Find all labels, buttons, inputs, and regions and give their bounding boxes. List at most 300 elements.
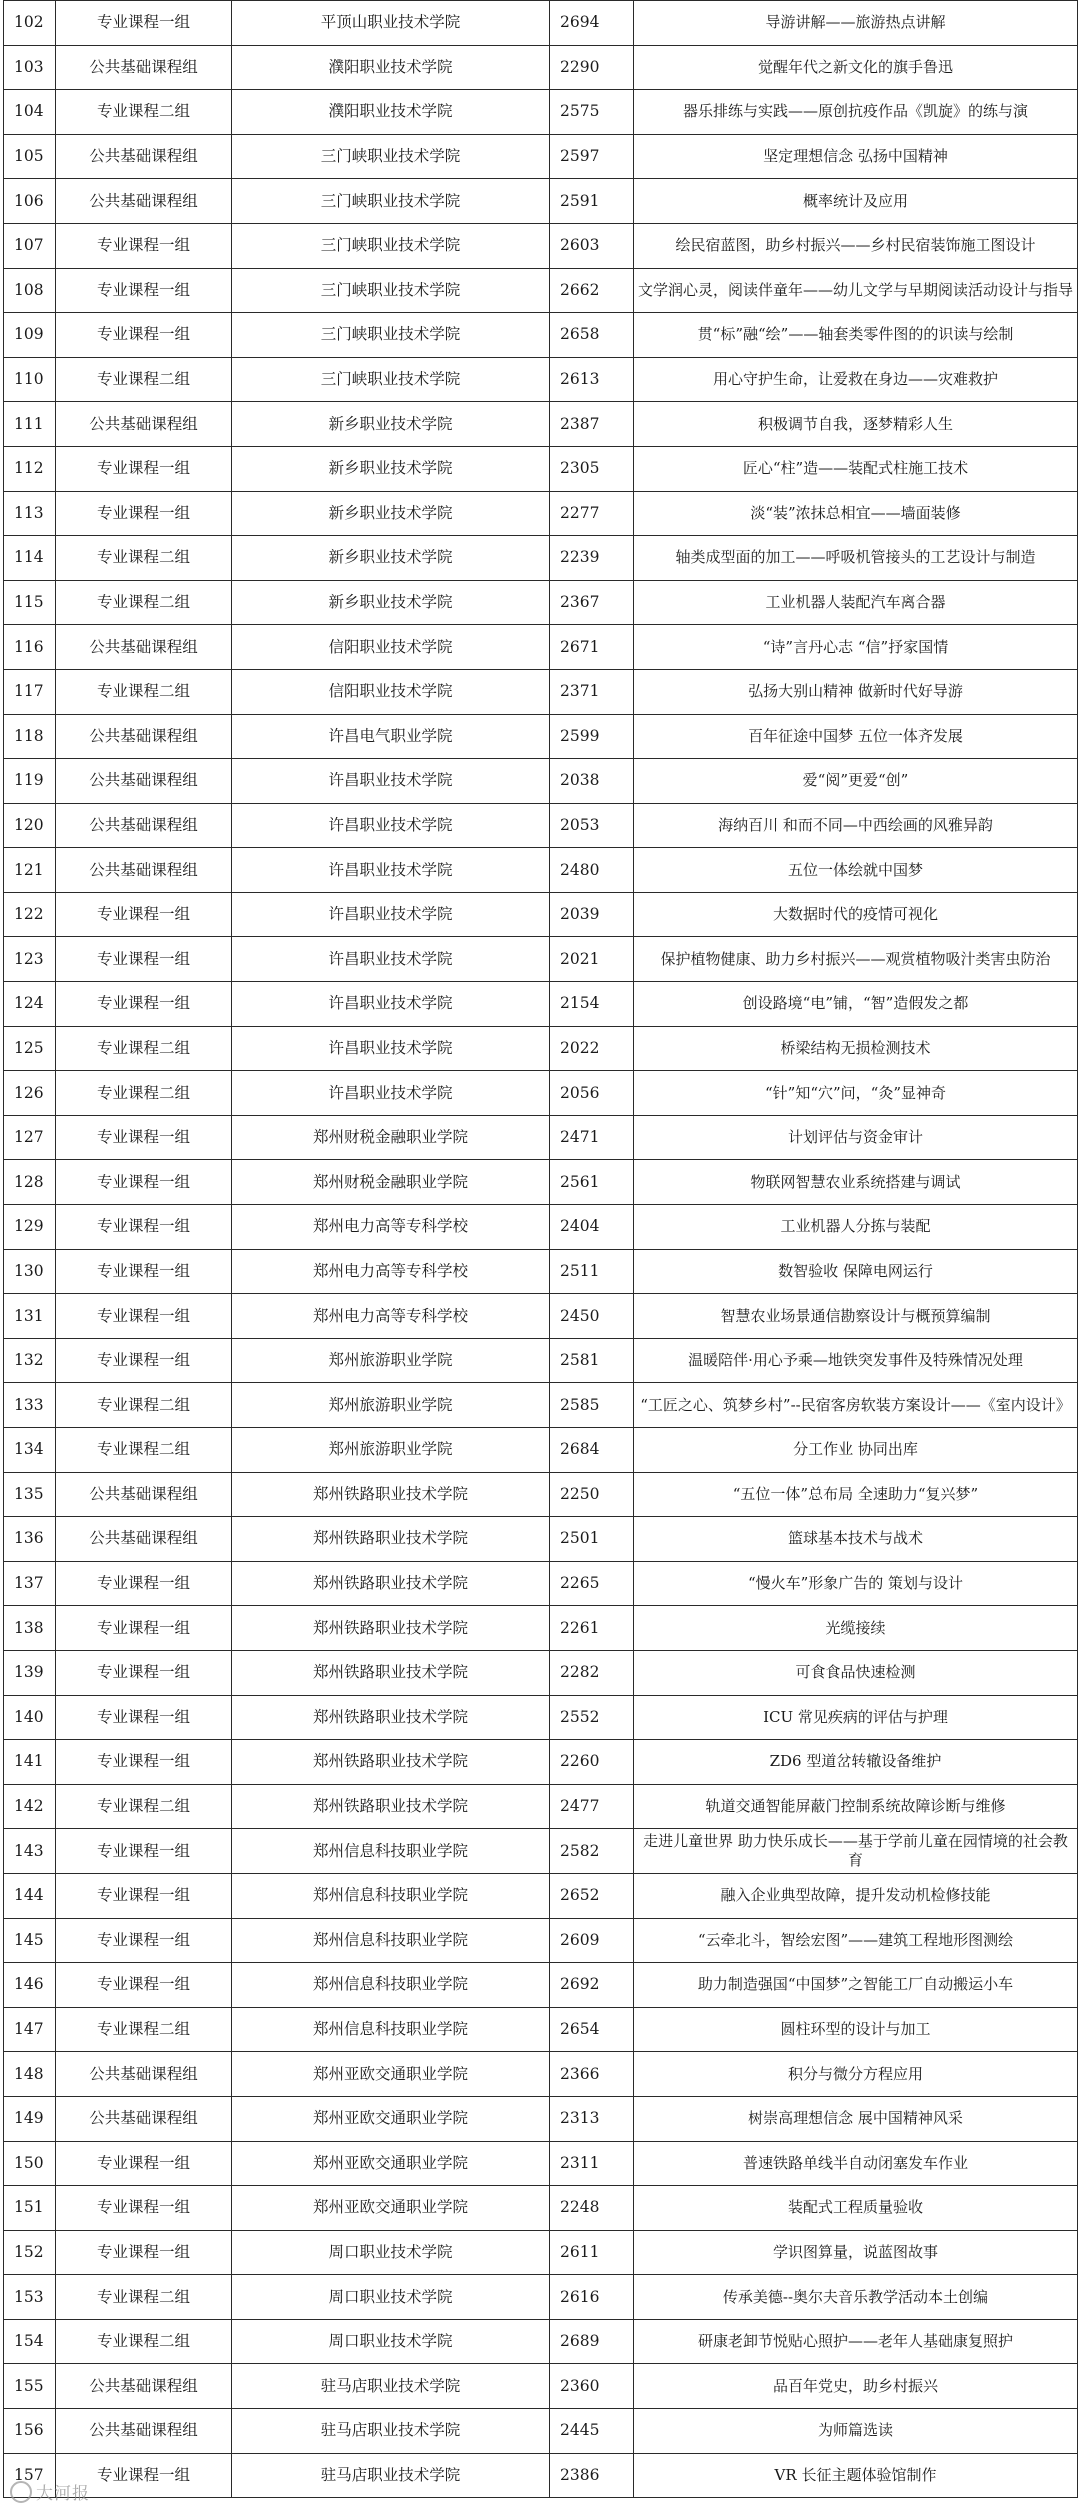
table-row <box>4 2186 1078 2231</box>
table-row <box>4 892 1078 937</box>
table-row <box>4 536 1078 581</box>
entry-code-cell: 2603 <box>550 223 634 268</box>
table-row <box>4 669 1078 714</box>
row-number-cell: 105 <box>4 134 56 179</box>
course-title-cell: 百年征途中国梦 五位一体齐发展 <box>634 714 1078 759</box>
entry-code-cell: 2684 <box>550 1428 634 1473</box>
school-name-cell: 许昌职业技术学院 <box>232 892 550 937</box>
school-name-cell: 郑州信息科技职业学院 <box>232 1829 550 1874</box>
course-group-cell: 公共基础课程组 <box>56 625 232 670</box>
school-name-cell: 新乡职业技术学院 <box>232 446 550 491</box>
row-number-cell: 137 <box>4 1561 56 1606</box>
entry-code-cell: 2599 <box>550 714 634 759</box>
course-title-cell: 分工作业 协同出库 <box>634 1428 1078 1473</box>
course-group-cell: 公共基础课程组 <box>56 1472 232 1517</box>
table-row <box>4 1963 1078 2008</box>
table-row <box>4 1160 1078 1205</box>
school-name-cell: 驻马店职业技术学院 <box>232 2364 550 2409</box>
school-name-cell: 驻马店职业技术学院 <box>232 2409 550 2454</box>
table-row <box>4 1784 1078 1829</box>
table-row <box>4 580 1078 625</box>
table-row <box>4 2364 1078 2409</box>
course-group-cell: 专业课程一组 <box>56 223 232 268</box>
school-name-cell: 三门峡职业技术学院 <box>232 223 550 268</box>
school-name-cell: 濮阳职业技术学院 <box>232 90 550 135</box>
course-group-cell: 专业课程一组 <box>56 1829 232 1874</box>
row-number-cell: 108 <box>4 268 56 313</box>
entry-code-cell: 2582 <box>550 1829 634 1874</box>
school-name-cell: 郑州铁路职业技术学院 <box>232 1740 550 1785</box>
course-group-cell: 专业课程一组 <box>56 1918 232 1963</box>
school-name-cell: 周口职业技术学院 <box>232 2319 550 2364</box>
table-row <box>4 2230 1078 2275</box>
school-name-cell: 三门峡职业技术学院 <box>232 134 550 179</box>
table-row <box>4 2007 1078 2052</box>
entry-code-cell: 2360 <box>550 2364 634 2409</box>
row-number-cell: 150 <box>4 2141 56 2186</box>
school-name-cell: 郑州财税金融职业学院 <box>232 1160 550 1205</box>
table-row <box>4 491 1078 536</box>
table-row <box>4 803 1078 848</box>
course-title-cell: 桥梁结构无损检测技术 <box>634 1026 1078 1071</box>
entry-code-cell: 2689 <box>550 2319 634 2364</box>
entry-code-cell: 2501 <box>550 1517 634 1562</box>
course-group-cell: 专业课程二组 <box>56 90 232 135</box>
row-number-cell: 155 <box>4 2364 56 2409</box>
row-number-cell: 140 <box>4 1695 56 1740</box>
entry-code-cell: 2404 <box>550 1205 634 1250</box>
school-name-cell: 郑州铁路职业技术学院 <box>232 1472 550 1517</box>
table-row <box>4 714 1078 759</box>
course-group-cell: 公共基础课程组 <box>56 2096 232 2141</box>
course-title-cell: 工业机器人装配汽车离合器 <box>634 580 1078 625</box>
table-row <box>4 2052 1078 2097</box>
course-group-cell: 专业课程一组 <box>56 937 232 982</box>
table-row <box>4 1606 1078 1651</box>
row-number-cell: 106 <box>4 179 56 224</box>
entry-code-cell: 2471 <box>550 1115 634 1160</box>
table-row <box>4 1873 1078 1918</box>
row-number-cell: 153 <box>4 2275 56 2320</box>
course-group-cell: 专业课程一组 <box>56 892 232 937</box>
table-row <box>4 1561 1078 1606</box>
course-group-cell: 专业课程一组 <box>56 313 232 358</box>
course-group-cell: 专业课程一组 <box>56 268 232 313</box>
entry-code-cell: 2311 <box>550 2141 634 2186</box>
entry-code-cell: 2250 <box>550 1472 634 1517</box>
awards-table <box>3 0 1078 2498</box>
table-row <box>4 1472 1078 1517</box>
entry-code-cell: 2575 <box>550 90 634 135</box>
course-title-cell: 计划评估与资金审计 <box>634 1115 1078 1160</box>
course-title-cell: 绘民宿蓝图，助乡村振兴——乡村民宿装饰施工图设计 <box>634 223 1078 268</box>
entry-code-cell: 2239 <box>550 536 634 581</box>
table-row <box>4 268 1078 313</box>
watermark-logo-icon <box>10 2481 32 2503</box>
course-group-cell: 专业课程二组 <box>56 357 232 402</box>
course-group-cell: 专业课程一组 <box>56 1115 232 1160</box>
table-row <box>4 1383 1078 1428</box>
table-row <box>4 446 1078 491</box>
course-title-cell: 工业机器人分拣与装配 <box>634 1205 1078 1250</box>
entry-code-cell: 2038 <box>550 759 634 804</box>
table-row <box>4 848 1078 893</box>
row-number-cell: 127 <box>4 1115 56 1160</box>
row-number-cell: 102 <box>4 1 56 46</box>
table-row <box>4 179 1078 224</box>
school-name-cell: 周口职业技术学院 <box>232 2275 550 2320</box>
school-name-cell: 濮阳职业技术学院 <box>232 45 550 90</box>
row-number-cell: 122 <box>4 892 56 937</box>
course-title-cell: 传承美德--奥尔夫音乐教学活动本土创编 <box>634 2275 1078 2320</box>
entry-code-cell: 2445 <box>550 2409 634 2454</box>
entry-code-cell: 2260 <box>550 1740 634 1785</box>
course-group-cell: 专业课程一组 <box>56 2141 232 2186</box>
row-number-cell: 143 <box>4 1829 56 1874</box>
entry-code-cell: 2613 <box>550 357 634 402</box>
course-title-cell: “五位一体”总布局 全速助力“复兴梦” <box>634 1472 1078 1517</box>
course-title-cell: 数智验收 保障电网运行 <box>634 1249 1078 1294</box>
row-number-cell: 141 <box>4 1740 56 1785</box>
course-group-cell: 专业课程二组 <box>56 2275 232 2320</box>
school-name-cell: 信阳职业技术学院 <box>232 625 550 670</box>
course-title-cell: “慢火车”形象广告的 策划与设计 <box>634 1561 1078 1606</box>
course-group-cell: 专业课程二组 <box>56 536 232 581</box>
row-number-cell: 115 <box>4 580 56 625</box>
entry-code-cell: 2694 <box>550 1 634 46</box>
entry-code-cell: 2248 <box>550 2186 634 2231</box>
table-row <box>4 1071 1078 1116</box>
table-row <box>4 45 1078 90</box>
row-number-cell: 154 <box>4 2319 56 2364</box>
school-name-cell: 郑州铁路职业技术学院 <box>232 1695 550 1740</box>
entry-code-cell: 2477 <box>550 1784 634 1829</box>
course-title-cell: 坚定理想信念 弘扬中国精神 <box>634 134 1078 179</box>
school-name-cell: 郑州信息科技职业学院 <box>232 2007 550 2052</box>
school-name-cell: 许昌职业技术学院 <box>232 848 550 893</box>
school-name-cell: 许昌职业技术学院 <box>232 803 550 848</box>
table-row <box>4 1026 1078 1071</box>
school-name-cell: 郑州铁路职业技术学院 <box>232 1517 550 1562</box>
school-name-cell: 新乡职业技术学院 <box>232 580 550 625</box>
row-number-cell: 134 <box>4 1428 56 1473</box>
school-name-cell: 许昌电气职业学院 <box>232 714 550 759</box>
entry-code-cell: 2585 <box>550 1383 634 1428</box>
school-name-cell: 郑州旅游职业学院 <box>232 1383 550 1428</box>
school-name-cell: 许昌职业技术学院 <box>232 937 550 982</box>
row-number-cell: 124 <box>4 982 56 1027</box>
table-row <box>4 2141 1078 2186</box>
row-number-cell: 145 <box>4 1918 56 1963</box>
course-group-cell: 公共基础课程组 <box>56 2409 232 2454</box>
course-title-cell: 温暖陪伴·用心予乘—地铁突发事件及特殊情况处理 <box>634 1338 1078 1383</box>
course-group-cell: 专业课程二组 <box>56 669 232 714</box>
row-number-cell: 131 <box>4 1294 56 1339</box>
entry-code-cell: 2277 <box>550 491 634 536</box>
course-group-cell: 专业课程二组 <box>56 2007 232 2052</box>
school-name-cell: 郑州铁路职业技术学院 <box>232 1606 550 1651</box>
course-title-cell: 匠心“柱”造——装配式柱施工技术 <box>634 446 1078 491</box>
entry-code-cell: 2305 <box>550 446 634 491</box>
school-name-cell: 新乡职业技术学院 <box>232 402 550 447</box>
row-number-cell: 126 <box>4 1071 56 1116</box>
entry-code-cell: 2581 <box>550 1338 634 1383</box>
course-title-cell: 大数据时代的疫情可视化 <box>634 892 1078 937</box>
table-row <box>4 625 1078 670</box>
entry-code-cell: 2021 <box>550 937 634 982</box>
entry-code-cell: 2386 <box>550 2453 634 2498</box>
course-title-cell: 研康老卸节悦贴心照护——老年人基础康复照护 <box>634 2319 1078 2364</box>
course-title-cell: ZD6 型道岔转辙设备维护 <box>634 1740 1078 1785</box>
table-row <box>4 90 1078 135</box>
table-row <box>4 1918 1078 1963</box>
table-row <box>4 1517 1078 1562</box>
row-number-cell: 144 <box>4 1873 56 1918</box>
row-number-cell: 148 <box>4 2052 56 2097</box>
course-group-cell: 公共基础课程组 <box>56 134 232 179</box>
course-title-cell: 爱“阅”更爱“创” <box>634 759 1078 804</box>
row-number-cell: 119 <box>4 759 56 804</box>
table-row <box>4 1 1078 46</box>
school-name-cell: 平顶山职业技术学院 <box>232 1 550 46</box>
course-title-cell: 保护植物健康、助力乡村振兴——观赏植物吸汁类害虫防治 <box>634 937 1078 982</box>
row-number-cell: 146 <box>4 1963 56 2008</box>
row-number-cell: 120 <box>4 803 56 848</box>
table-row <box>4 2453 1078 2498</box>
entry-code-cell: 2290 <box>550 45 634 90</box>
course-group-cell: 专业课程二组 <box>56 1784 232 1829</box>
entry-code-cell: 2552 <box>550 1695 634 1740</box>
table-row <box>4 1695 1078 1740</box>
course-group-cell: 专业课程一组 <box>56 1740 232 1785</box>
entry-code-cell: 2371 <box>550 669 634 714</box>
course-group-cell: 公共基础课程组 <box>56 759 232 804</box>
course-group-cell: 公共基础课程组 <box>56 2052 232 2097</box>
course-group-cell: 专业课程一组 <box>56 1561 232 1606</box>
row-number-cell: 157 <box>4 2453 56 2498</box>
course-group-cell: 公共基础课程组 <box>56 45 232 90</box>
row-number-cell: 139 <box>4 1650 56 1695</box>
entry-code-cell: 2053 <box>550 803 634 848</box>
course-title-cell: “针”知“穴”问，“灸”显神奇 <box>634 1071 1078 1116</box>
course-group-cell: 专业课程一组 <box>56 1160 232 1205</box>
entry-code-cell: 2511 <box>550 1249 634 1294</box>
row-number-cell: 111 <box>4 402 56 447</box>
row-number-cell: 156 <box>4 2409 56 2454</box>
row-number-cell: 147 <box>4 2007 56 2052</box>
course-title-cell: 概率统计及应用 <box>634 179 1078 224</box>
table-row <box>4 2319 1078 2364</box>
school-name-cell: 郑州旅游职业学院 <box>232 1428 550 1473</box>
course-group-cell: 专业课程一组 <box>56 982 232 1027</box>
course-title-cell: 篮球基本技术与战术 <box>634 1517 1078 1562</box>
course-title-cell: 贯“标”融“绘”——轴套类零件图的的识读与绘制 <box>634 313 1078 358</box>
entry-code-cell: 2591 <box>550 179 634 224</box>
course-group-cell: 专业课程一组 <box>56 1294 232 1339</box>
school-name-cell: 郑州铁路职业技术学院 <box>232 1650 550 1695</box>
entry-code-cell: 2692 <box>550 1963 634 2008</box>
entry-code-cell: 2480 <box>550 848 634 893</box>
table-row <box>4 1294 1078 1339</box>
entry-code-cell: 2387 <box>550 402 634 447</box>
school-name-cell: 郑州电力高等专科学校 <box>232 1294 550 1339</box>
row-number-cell: 109 <box>4 313 56 358</box>
course-title-cell: 光缆接续 <box>634 1606 1078 1651</box>
row-number-cell: 116 <box>4 625 56 670</box>
school-name-cell: 郑州电力高等专科学校 <box>232 1249 550 1294</box>
table-row <box>4 402 1078 447</box>
course-title-cell: 走进儿童世界 助力快乐成长——基于学前儿童在园情境的社会教育 <box>634 1829 1078 1874</box>
school-name-cell: 郑州信息科技职业学院 <box>232 1918 550 1963</box>
entry-code-cell: 2282 <box>550 1650 634 1695</box>
table-body <box>4 1 1078 2498</box>
school-name-cell: 驻马店职业技术学院 <box>232 2453 550 2498</box>
entry-code-cell: 2616 <box>550 2275 634 2320</box>
course-title-cell: 文学润心灵，阅读伴童年——幼儿文学与早期阅读活动设计与指导 <box>634 268 1078 313</box>
row-number-cell: 104 <box>4 90 56 135</box>
course-title-cell: 圆柱环型的设计与加工 <box>634 2007 1078 2052</box>
course-title-cell: 五位一体绘就中国梦 <box>634 848 1078 893</box>
school-name-cell: 郑州电力高等专科学校 <box>232 1205 550 1250</box>
watermark-text: 大河报 <box>36 2484 90 2504</box>
school-name-cell: 郑州亚欧交通职业学院 <box>232 2096 550 2141</box>
entry-code-cell: 2671 <box>550 625 634 670</box>
row-number-cell: 103 <box>4 45 56 90</box>
table-row <box>4 2096 1078 2141</box>
course-group-cell: 专业课程一组 <box>56 1873 232 1918</box>
row-number-cell: 110 <box>4 357 56 402</box>
course-title-cell: 轴类成型面的加工——呼吸机管接头的工艺设计与制造 <box>634 536 1078 581</box>
entry-code-cell: 2056 <box>550 1071 634 1116</box>
course-title-cell: 物联网智慧农业系统搭建与调试 <box>634 1160 1078 1205</box>
course-group-cell: 专业课程二组 <box>56 1428 232 1473</box>
table-row <box>4 223 1078 268</box>
row-number-cell: 130 <box>4 1249 56 1294</box>
school-name-cell: 郑州旅游职业学院 <box>232 1338 550 1383</box>
course-title-cell: VR 长征主题体验馆制作 <box>634 2453 1078 2498</box>
entry-code-cell: 2366 <box>550 2052 634 2097</box>
school-name-cell: 许昌职业技术学院 <box>232 1026 550 1071</box>
course-group-cell: 专业课程一组 <box>56 1963 232 2008</box>
table-row <box>4 357 1078 402</box>
course-group-cell: 公共基础课程组 <box>56 179 232 224</box>
entry-code-cell: 2154 <box>550 982 634 1027</box>
table-row <box>4 937 1078 982</box>
entry-code-cell: 2652 <box>550 1873 634 1918</box>
entry-code-cell: 2597 <box>550 134 634 179</box>
school-name-cell: 许昌职业技术学院 <box>232 982 550 1027</box>
table-row <box>4 1338 1078 1383</box>
row-number-cell: 118 <box>4 714 56 759</box>
course-group-cell: 专业课程一组 <box>56 1606 232 1651</box>
row-number-cell: 136 <box>4 1517 56 1562</box>
course-group-cell: 公共基础课程组 <box>56 2364 232 2409</box>
school-name-cell: 周口职业技术学院 <box>232 2230 550 2275</box>
table-row <box>4 1650 1078 1695</box>
row-number-cell: 132 <box>4 1338 56 1383</box>
school-name-cell: 三门峡职业技术学院 <box>232 357 550 402</box>
school-name-cell: 新乡职业技术学院 <box>232 536 550 581</box>
course-title-cell: 普速铁路单线半自动闭塞发车作业 <box>634 2141 1078 2186</box>
school-name-cell: 许昌职业技术学院 <box>232 1071 550 1116</box>
row-number-cell: 133 <box>4 1383 56 1428</box>
row-number-cell: 135 <box>4 1472 56 1517</box>
course-title-cell: 觉醒年代之新文化的旗手鲁迅 <box>634 45 1078 90</box>
course-group-cell: 公共基础课程组 <box>56 803 232 848</box>
course-group-cell: 专业课程一组 <box>56 1695 232 1740</box>
course-group-cell: 专业课程一组 <box>56 2453 232 2498</box>
course-title-cell: 品百年党史，助乡村振兴 <box>634 2364 1078 2409</box>
course-title-cell: 可食食品快速检测 <box>634 1650 1078 1695</box>
row-number-cell: 107 <box>4 223 56 268</box>
course-group-cell: 专业课程一组 <box>56 446 232 491</box>
course-title-cell: 用心守护生命，让爱救在身边——灾难救护 <box>634 357 1078 402</box>
watermark <box>10 2479 90 2504</box>
course-title-cell: 智慧农业场景通信勘察设计与概预算编制 <box>634 1294 1078 1339</box>
course-group-cell: 专业课程一组 <box>56 1 232 46</box>
entry-code-cell: 2611 <box>550 2230 634 2275</box>
row-number-cell: 123 <box>4 937 56 982</box>
course-group-cell: 专业课程二组 <box>56 580 232 625</box>
course-group-cell: 专业课程二组 <box>56 1071 232 1116</box>
entry-code-cell: 2367 <box>550 580 634 625</box>
school-name-cell: 郑州铁路职业技术学院 <box>232 1784 550 1829</box>
row-number-cell: 152 <box>4 2230 56 2275</box>
course-title-cell: 轨道交通智能屏蔽门控制系统故障诊断与维修 <box>634 1784 1078 1829</box>
row-number-cell: 112 <box>4 446 56 491</box>
course-title-cell: 助力制造强国“中国梦”之智能工厂自动搬运小车 <box>634 1963 1078 2008</box>
table-row <box>4 759 1078 804</box>
table-row <box>4 313 1078 358</box>
school-name-cell: 三门峡职业技术学院 <box>232 313 550 358</box>
entry-code-cell: 2039 <box>550 892 634 937</box>
entry-code-cell: 2450 <box>550 1294 634 1339</box>
table-row <box>4 1249 1078 1294</box>
row-number-cell: 129 <box>4 1205 56 1250</box>
course-title-cell: “云牵北斗，智绘宏图”——建筑工程地形图测绘 <box>634 1918 1078 1963</box>
course-title-cell: 积极调节自我，逐梦精彩人生 <box>634 402 1078 447</box>
school-name-cell: 新乡职业技术学院 <box>232 491 550 536</box>
school-name-cell: 郑州亚欧交通职业学院 <box>232 2052 550 2097</box>
row-number-cell: 113 <box>4 491 56 536</box>
row-number-cell: 151 <box>4 2186 56 2231</box>
school-name-cell: 郑州铁路职业技术学院 <box>232 1561 550 1606</box>
course-title-cell: 装配式工程质量验收 <box>634 2186 1078 2231</box>
course-group-cell: 专业课程一组 <box>56 1249 232 1294</box>
entry-code-cell: 2265 <box>550 1561 634 1606</box>
table-row <box>4 1205 1078 1250</box>
entry-code-cell: 2313 <box>550 2096 634 2141</box>
table-row <box>4 982 1078 1027</box>
entry-code-cell: 2561 <box>550 1160 634 1205</box>
row-number-cell: 117 <box>4 669 56 714</box>
course-title-cell: 为师篇选读 <box>634 2409 1078 2454</box>
entry-code-cell: 2261 <box>550 1606 634 1651</box>
school-name-cell: 郑州财税金融职业学院 <box>232 1115 550 1160</box>
entry-code-cell: 2658 <box>550 313 634 358</box>
table-row <box>4 2409 1078 2454</box>
row-number-cell: 149 <box>4 2096 56 2141</box>
course-title-cell: 积分与微分方程应用 <box>634 2052 1078 2097</box>
row-number-cell: 138 <box>4 1606 56 1651</box>
school-name-cell: 郑州亚欧交通职业学院 <box>232 2141 550 2186</box>
course-group-cell: 专业课程二组 <box>56 1026 232 1071</box>
table-row <box>4 2275 1078 2320</box>
school-name-cell: 郑州信息科技职业学院 <box>232 1963 550 2008</box>
course-group-cell: 公共基础课程组 <box>56 714 232 759</box>
entry-code-cell: 2662 <box>550 268 634 313</box>
course-title-cell: “诗”言丹心志 “信”抒家国情 <box>634 625 1078 670</box>
